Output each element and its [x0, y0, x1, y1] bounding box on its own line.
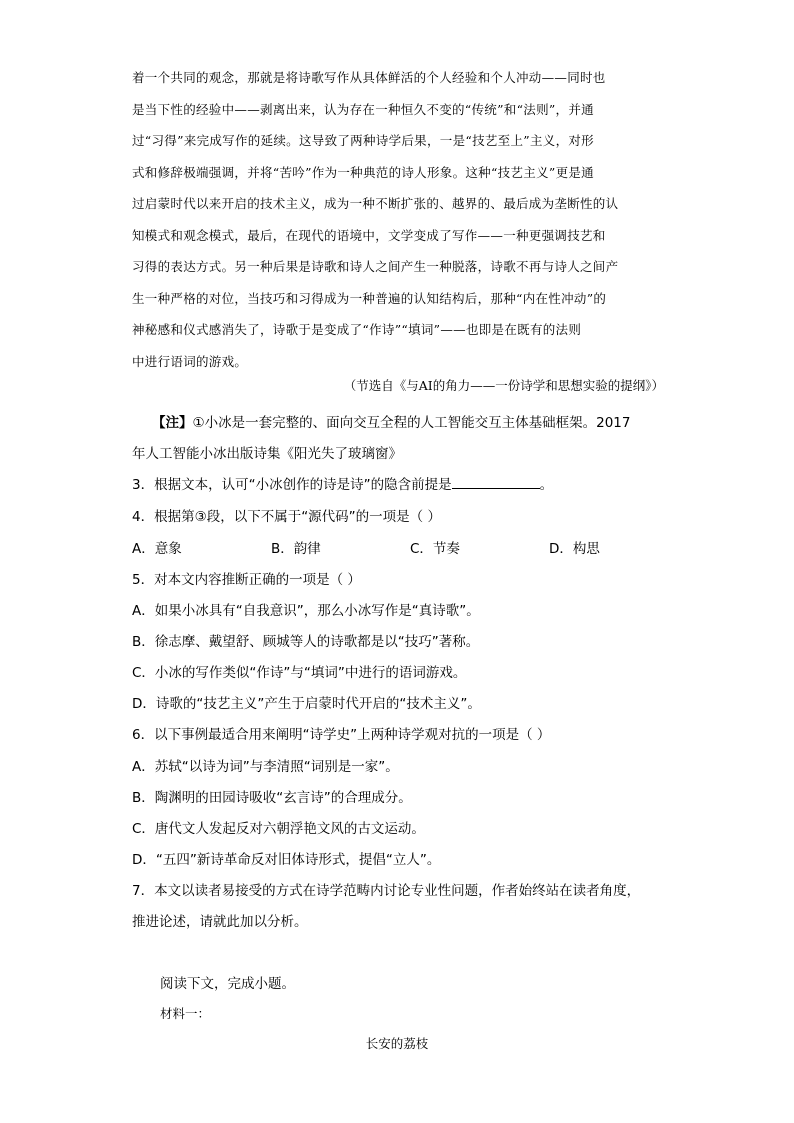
answer-blank[interactable]: [452, 476, 540, 489]
material-label: 材料一：: [160, 1006, 211, 1021]
passage-line: 过启蒙时代以来开启的技术主义，成为一种不断扩张的、越界的、最后成为垄断性的认: [132, 196, 619, 211]
passage-source: （节选自《与AI的角力——一份诗学和思想实验的提纲》）: [343, 378, 664, 393]
question-6-stem: 6．以下事例最适合用来阐明“诗学史”上两种诗学观对抗的一项是（ ）: [132, 727, 551, 743]
question-6-option-a[interactable]: A．苏轼“以诗为词”与李清照“词别是一家”。: [132, 759, 399, 775]
note-line-1: [152, 411, 630, 431]
question-5-option-a[interactable]: A．如果小冰具有“自我意识”，那么小冰写作是“真诗歌”。: [132, 603, 480, 619]
note-text: ①小冰是一套完整的、面向交互全程的人工智能交互主体基础框架。2017: [192, 415, 631, 431]
passage-line: 生一种严格的对位，当技巧和习得成为一种普遍的认知结构后，那种“内在性冲动”的: [132, 290, 607, 306]
question-5-option-d[interactable]: D．诗歌的“技艺主义”产生于启蒙时代开启的“技术主义”。: [132, 696, 481, 712]
question-4-stem: 4．根据第③段，以下不属于“源代码”的一项是（ ）: [132, 509, 441, 525]
passage-paragraph: [132, 62, 662, 377]
question-3-text: 3．根据文本，认可“小冰创作的诗是诗”的隐含前提是: [132, 477, 452, 493]
question-6-option-b[interactable]: B．陶渊明的田园诗吸收“玄言诗”的合理成分。: [132, 790, 412, 806]
passage-line: 习得的表达方式。另一种后果是诗歌和诗人之间产生一种脱落，诗歌不再与诗人之间产: [132, 259, 619, 274]
question-3-end: 。: [539, 477, 554, 493]
question-4-option-a[interactable]: A．意象: [132, 541, 182, 557]
note-label: 【注】: [152, 415, 193, 431]
question-4-option-d[interactable]: D．构思: [549, 541, 600, 557]
question-6-option-c[interactable]: C．唐代文人发起反对六朝浮艳文风的古文运动。: [132, 821, 425, 837]
reading-instruction: 阅读下文，完成小题。: [160, 976, 295, 992]
question-5-option-b[interactable]: B．徐志摩、戴望舒、顾城等人的诗歌都是以“技巧”著称。: [132, 634, 480, 650]
question-7-line-1: 7．本文以读者易接受的方式在诗学范畴内讨论专业性问题，作者始终站在读者角度，: [132, 883, 641, 899]
question-3: [132, 473, 553, 493]
passage-line: 是当下性的经验中——剥离出来，认为存在一种恒久不变的“传统”和“法则”，并通: [132, 101, 594, 117]
passage-line: 式和修辞极端强调，并将“苦吟”作为一种典范的诗人形象。这种“技艺主义”更是通: [132, 164, 594, 180]
question-5-stem: 5．对本文内容推断正确的一项是（ ）: [132, 572, 361, 588]
material-title: 长安的荔枝: [365, 1036, 429, 1051]
passage-line: 过“习得”来完成写作的延续。这导致了两种诗学后果，一是“技艺至上”主义，对形: [132, 133, 594, 148]
question-4-option-c[interactable]: C．节奏: [410, 541, 460, 557]
passage-line: 神秘感和仪式感消失了，诗歌于是变成了“作诗”“填词”——也即是在既有的法则: [132, 322, 582, 337]
passage-line: 中进行语词的游戏。: [132, 353, 248, 369]
question-7-line-2: 推进论述，请就此加以分析。: [132, 914, 308, 930]
passage-line: 知模式和观念模式，最后，在现代的语境中，文学变成了写作——一种更强调技艺和: [132, 227, 606, 243]
note-line-2: 年人工智能小冰出版诗集《阳光失了玻璃窗》: [132, 446, 402, 462]
question-4-option-b[interactable]: B．韵律: [271, 541, 321, 557]
passage-line: 着一个共同的观念，那就是将诗歌写作从具体鲜活的个人经验和个人冲动——同时也: [132, 70, 606, 85]
question-5-option-c[interactable]: C．小冰的写作类似“作诗”与“填词”中进行的语词游戏。: [132, 665, 467, 681]
question-6-option-d[interactable]: D．“五四”新诗革命反对旧体诗形式，提倡“立人”。: [132, 852, 441, 868]
